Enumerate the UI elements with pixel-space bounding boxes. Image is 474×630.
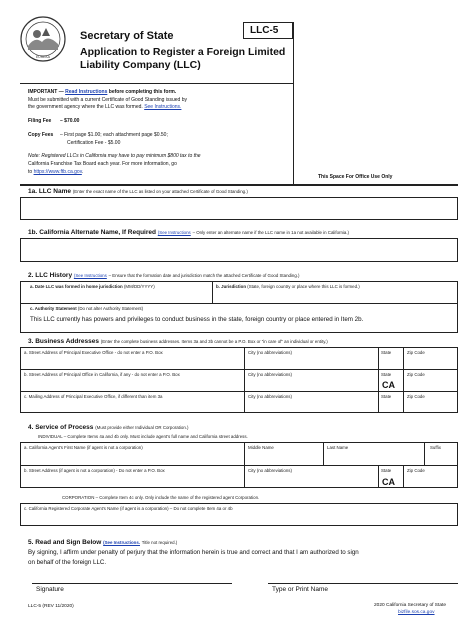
section-5-label: 5. Read and Sign Below (See Instructions. Title not required.) [28, 539, 178, 546]
alternate-name-input[interactable] [20, 238, 458, 262]
agent-middle-name-input[interactable] [245, 451, 322, 464]
see-instructions-link[interactable]: See Instructions. [144, 104, 182, 110]
agent-street-label: b. Street Address (if agent is not a corporation) - Do not enter a P.O. Box [24, 468, 165, 473]
agent-suffix-label: Suffix [430, 445, 441, 450]
office-use-label: This Space For Office Use Only [318, 174, 393, 180]
agent-state-value: CA [382, 477, 395, 487]
agent-middle-name-label: Middle Name [248, 445, 274, 450]
corporate-agent-label: c. California Registered Corporate Agent's Name (if agent is a corporation) – Do not complete Item 4a or 4b [24, 506, 233, 511]
agency-name: Secretary of State [80, 30, 174, 42]
corporation-instructions: CORPORATION – Complete Item 4c only. Only include the name of the registered agent Corporation. [62, 495, 260, 500]
s5-instructions-link[interactable]: (See Instructions. [103, 540, 140, 545]
filing-fee-value: – $70.00 [60, 118, 80, 124]
section-1b-label: 1b. California Alternate Name, If Required (See Instructions – Only enter an alternate name if the LLC name in 1a not available in California.) [28, 229, 350, 236]
addr-3c-zip-input[interactable] [404, 400, 457, 412]
footer-copyright: 2020 California Secretary of State [374, 603, 446, 608]
copy-fees-label: Copy Fees [28, 132, 54, 138]
affirmation-line1: By signing, I affirm under penalty of perjury that the information herein is true and correct and that I am authorized to sign [28, 549, 359, 556]
addr-3a-city-input[interactable] [245, 356, 377, 368]
addr-3c-state-label: State [381, 394, 392, 399]
addr-3c-zip-label: Zip Code [407, 394, 425, 399]
filing-fee-label: Filing Fee [28, 118, 52, 124]
authority-statement-label: c. Authority Statement (Do not alter Authority Statement) [30, 306, 144, 311]
agent-zip-label: Zip Code [407, 468, 425, 473]
formation-date-label: a. Date LLC was formed in home jurisdiction (MM/DD/YYYY) [30, 284, 155, 289]
agent-first-name-input[interactable] [21, 451, 243, 464]
jurisdiction-input[interactable] [213, 290, 457, 302]
note-line1: Note: Registered LLCs in California may have to pay minimum $800 tax to the [28, 153, 201, 159]
footer-bizfile-link[interactable]: bizfile.sos.ca.gov [398, 610, 435, 615]
agent-state-label: State [381, 468, 392, 473]
section-2-label: 2. LLC History (See Instructions – Ensure that the formation date and jurisdiction match the attached Certificate of Good Standing.) [28, 272, 300, 279]
addr-3b-street-input[interactable] [21, 378, 243, 390]
addr-3b-zip-input[interactable] [404, 378, 457, 390]
section-3-label: 3. Business Addresses (Enter the complete business addresses. Items 3a and 3b cannot be a P.O. Box or "in care of" an individual or entity.) [28, 338, 328, 345]
note-line2: California Franchise Tax Board each year. For more information, go [28, 161, 177, 167]
state-seal [20, 16, 66, 62]
corporate-agent-input[interactable] [21, 512, 457, 525]
addr-3a-state-label: State [381, 350, 392, 355]
section-4-label: 4. Service of Process (Must provide either Individual OR Corporation.) [28, 424, 189, 431]
individual-instructions: INDIVIDUAL – Complete Items 4a and 4b only. Must include agent's full name and California street address. [38, 434, 248, 439]
footer-revision: LLC-5 (REV 11/2020) [28, 604, 74, 609]
authority-statement-text: This LLC currently has powers and privileges to conduct business in the state, foreign country or place entered in Item 2b. [30, 316, 364, 323]
form-title-line2: Liability Company (LLC) [80, 59, 201, 71]
llc-name-input[interactable] [20, 197, 458, 220]
important-lead: IMPORTANT — Read Instructions before completing this form. [28, 89, 177, 95]
important-body1: Must be submitted with a current Certificate of Good Standing issued by [28, 97, 187, 103]
svg-text:EUREKA: EUREKA [35, 55, 51, 59]
agent-city-input[interactable] [245, 474, 377, 487]
note-line3: to https://www.ftb.ca.gov. [28, 169, 84, 175]
agent-street-input[interactable] [21, 474, 243, 487]
agent-zip-input[interactable] [404, 474, 457, 487]
addr-3c-street-input[interactable] [21, 400, 243, 412]
addr-3a-city-label: City (no abbreviations) [248, 350, 292, 355]
addr-3a-label: a. Street Address of Principal Executive Office - do not enter a P.O. Box [24, 350, 163, 355]
jurisdiction-label: b. Jurisdiction (State, foreign country or place where this LLC is formed.) [216, 284, 360, 289]
form-number: LLC-5 [250, 25, 279, 36]
s1b-instructions-link[interactable]: (See Instructions [157, 230, 191, 235]
addr-3a-zip-label: Zip Code [407, 350, 425, 355]
addr-3a-state-input[interactable] [379, 356, 402, 368]
read-instructions-link[interactable]: Read Instructions [65, 89, 108, 95]
affirmation-line2: on behalf of the foreign LLC. [28, 559, 107, 566]
addr-3c-label: c. Mailing Address of Principal Executive Office, if different than item 3a [24, 394, 163, 399]
signature-line[interactable] [32, 583, 232, 584]
form-title-line1: Application to Register a Foreign Limited [80, 46, 286, 58]
copy-fees-line2: Certification Fee - $5.00 [67, 140, 121, 146]
ftb-link[interactable]: https://www.ftb.ca.gov [33, 169, 82, 175]
addr-3c-state-input[interactable] [379, 400, 402, 412]
addr-3a-street-input[interactable] [21, 356, 243, 368]
agent-first-name-label: a. California Agent's First Name (if agent is not a corporation) [24, 445, 143, 450]
addr-3c-city-input[interactable] [245, 400, 377, 412]
addr-3b-label: b. Street Address of Principal Office in California, if any - do not enter a P.O. Box [24, 372, 180, 377]
addr-3c-city-label: City (no abbreviations) [248, 394, 292, 399]
addr-3b-state-value: CA [382, 380, 395, 390]
s2-instructions-link[interactable]: (See Instructions [73, 273, 107, 278]
agent-city-label: City (no abbreviations) [248, 468, 292, 473]
important-body2: the government agency where the LLC was formed. See Instructions. [28, 104, 182, 110]
addr-3b-state-label: State [381, 372, 392, 377]
section-1a-label: 1a. LLC Name (Enter the exact name of the LLC as listed on your attached Certificate of Good Standing.) [28, 188, 248, 195]
form-number-box [243, 22, 293, 39]
agent-last-name-label: Last Name [327, 445, 349, 450]
signature-label: Signature [36, 586, 64, 593]
copy-fees-line1: – First page $1.00; each attachment page $0.50; [60, 132, 168, 138]
print-name-label: Type or Print Name [272, 586, 328, 593]
agent-last-name-input[interactable] [324, 451, 423, 464]
addr-3b-city-label: City (no abbreviations) [248, 372, 292, 377]
print-name-line[interactable] [268, 583, 458, 584]
agent-suffix-input[interactable] [425, 451, 457, 464]
formation-date-input[interactable] [21, 290, 211, 302]
addr-3b-zip-label: Zip Code [407, 372, 425, 377]
addr-3a-zip-input[interactable] [404, 356, 457, 368]
addr-3b-city-input[interactable] [245, 378, 377, 390]
